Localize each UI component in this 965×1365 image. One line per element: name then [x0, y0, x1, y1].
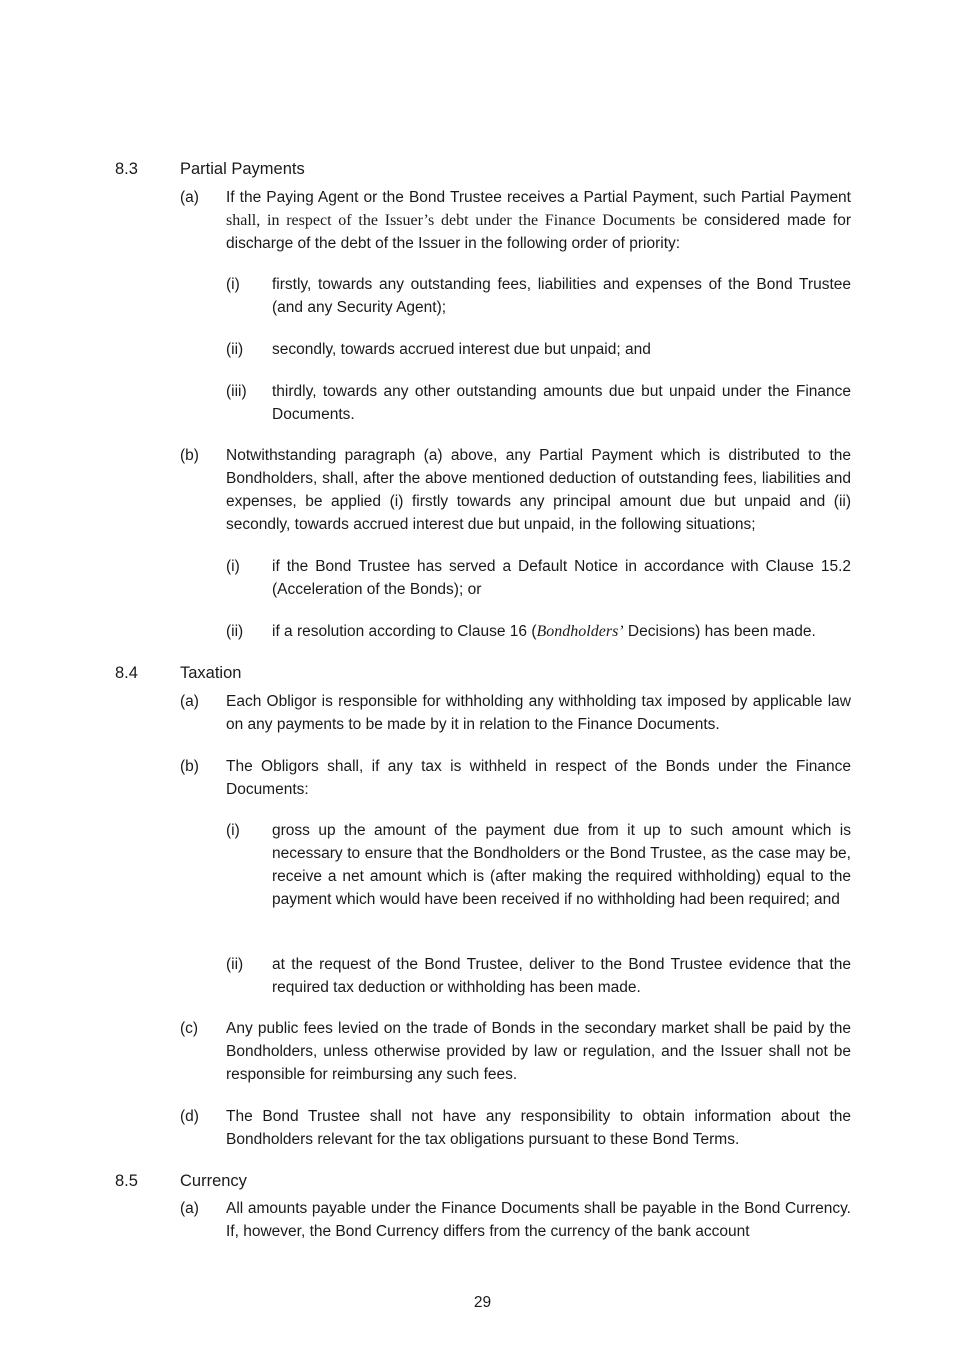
- paragraph-text: The Bond Trustee shall not have any responsibility to obtain information about the Bondholders relevant for the tax obligations pursuant to these Bond Terms.: [226, 1108, 851, 1148]
- clause-8-3-heading: [0, 158, 965, 182]
- item-text-after: Decisions) has been made.: [623, 623, 816, 640]
- paragraph-label: (b): [180, 758, 199, 775]
- clause-title: Partial Payments: [180, 160, 305, 178]
- paragraph-label: (d): [180, 1108, 199, 1125]
- paragraph-label: (a): [180, 1200, 199, 1217]
- item-text: thirdly, towards any other outstanding amounts due but unpaid under the Finance Documents.: [272, 383, 851, 423]
- page-number: 29: [473, 1294, 492, 1311]
- paragraph-text: Each Obligor is responsible for withholding any withholding tax imposed by applicable law on any payments to be made by it in relation to the Finance Documents.: [226, 693, 851, 733]
- item-label: (ii): [226, 956, 244, 973]
- paragraph-text-end: considered made for discharge of the debt of the Issuer in the following order of priority:: [226, 212, 852, 252]
- item-label: (i): [226, 822, 240, 839]
- item-label: (ii): [226, 623, 244, 640]
- clause-8-4-heading: [0, 662, 965, 686]
- clause-number: 8.5: [115, 1172, 138, 1190]
- item-label: (iii): [226, 383, 247, 400]
- paragraph-label: (b): [180, 447, 199, 464]
- paragraph-text: All amounts payable under the Finance Documents shall be payable in the Bond Currency. If, however, the Bond Currency differs from the currency of the bank account: [226, 1200, 851, 1240]
- item-text: at the request of the Bond Trustee, deliver to the Bond Trustee evidence that the required tax deduction or withholding has been made.: [272, 956, 851, 996]
- paragraph-text: The Obligors shall, if any tax is withheld in respect of the Bonds under the Finance Documents:: [226, 758, 851, 798]
- item-label: (ii): [226, 341, 244, 358]
- paragraph-text-serif: shall, in respect of the Issuer’s debt under the Finance Documents be: [226, 212, 698, 229]
- item-text: if the Bond Trustee has served a Default Notice in accordance with Clause 15.2 (Acceleration of the Bonds); or: [272, 558, 851, 598]
- paragraph-label: (a): [180, 189, 199, 206]
- paragraph-text: Any public fees levied on the trade of Bonds in the secondary market shall be paid by the Bondholders, unless otherwise provided by law or regulation, and the Issuer shall not be responsible for reimbursing any such fees.: [226, 1020, 851, 1083]
- clause-number: 8.3: [115, 160, 138, 178]
- item-text: [272, 620, 851, 643]
- item-label: (i): [226, 558, 240, 575]
- clause-title: Taxation: [180, 664, 242, 682]
- item-text-before: if a resolution according to Clause 16 (: [272, 623, 537, 640]
- clause-8-5-heading: [0, 1170, 965, 1194]
- item-text: firstly, towards any outstanding fees, liabilities and expenses of the Bond Trustee (and any Security Agent);: [272, 276, 851, 316]
- paragraph-text-start: If the Paying Agent or the Bond Trustee receives a Partial Payment, such Partial Payment: [226, 189, 851, 206]
- item-label: (i): [226, 276, 240, 293]
- item-text-italic: Bondholders’: [536, 623, 624, 640]
- paragraph-label: (c): [180, 1020, 199, 1037]
- item-text: secondly, towards accrued interest due but unpaid; and: [272, 341, 651, 358]
- paragraph-text: Notwithstanding paragraph (a) above, any Partial Payment which is distributed to the Bondholders, shall, after the above mentioned deduction of outstanding fees, liabilities and expenses, be applied (i) firstly towards any principal amount due but unpaid and (ii) secondly, towards accrued interest due but unpaid, in the following situations;: [226, 447, 851, 533]
- item-text: gross up the amount of the payment due from it up to such amount which is necessary to ensure that the Bondholders or the Bond Trustee, as the case may be, receive a net amount which is (after making the required withholding) equal to the payment which would have been received if no withholding had been required; and: [272, 822, 851, 908]
- clause-number: 8.4: [115, 664, 138, 682]
- clause-title: Currency: [180, 1172, 247, 1190]
- paragraph-label: (a): [180, 693, 199, 710]
- paragraph-text: [226, 186, 851, 255]
